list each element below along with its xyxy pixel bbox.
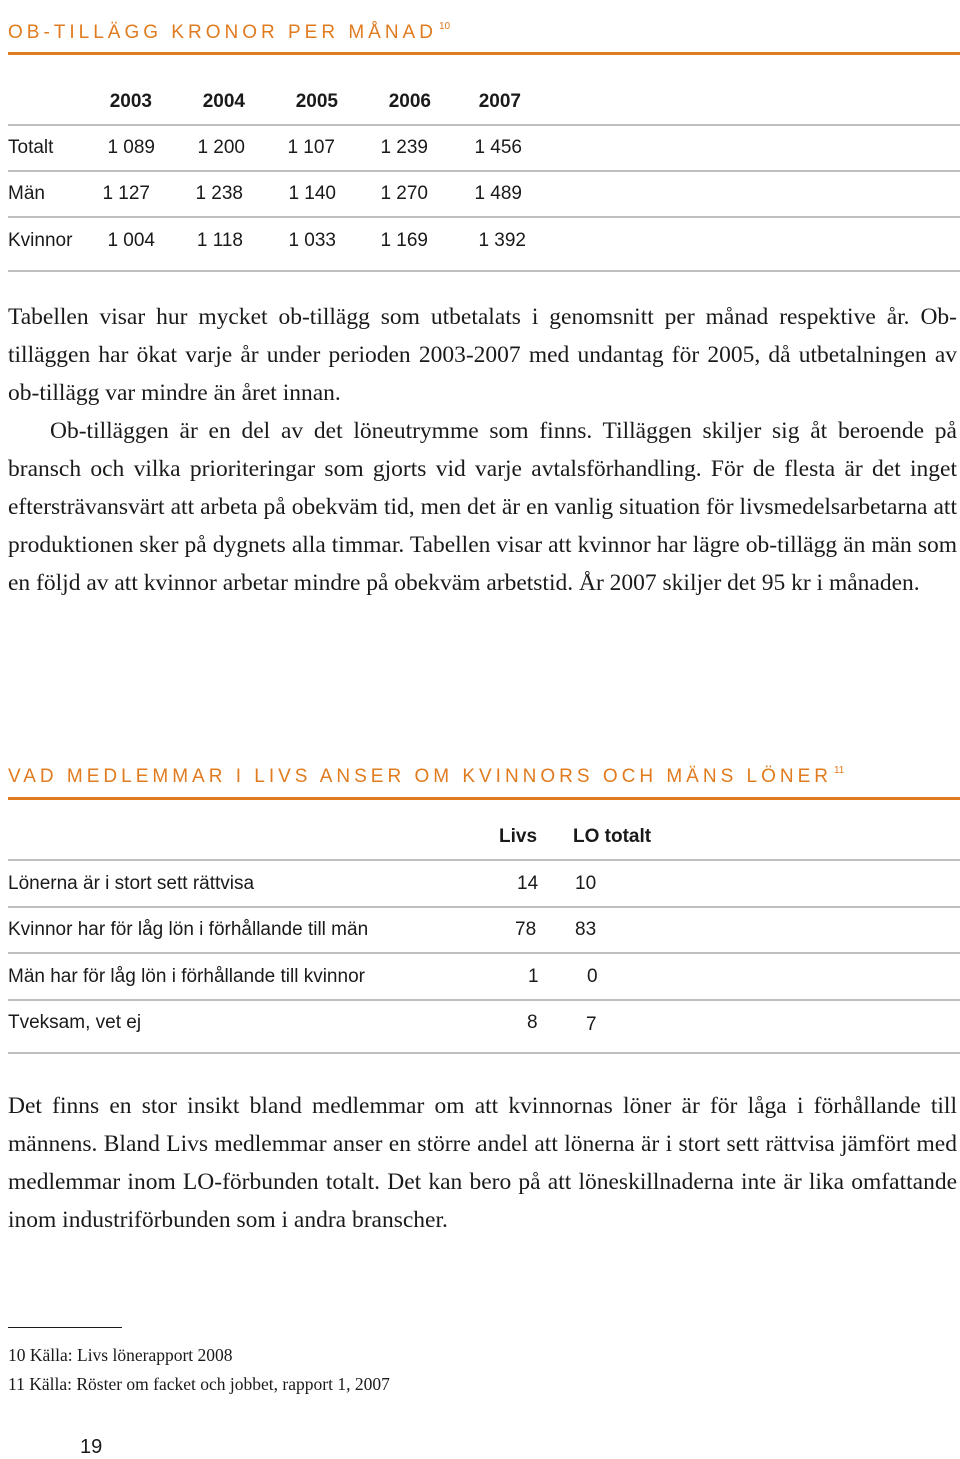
footnote-divider — [8, 1327, 122, 1328]
table-divider — [8, 999, 960, 1001]
table-cell: 1 238 — [195, 183, 243, 204]
table-cell: 14 — [517, 873, 539, 894]
table-cell: 1 107 — [287, 137, 335, 158]
footnote-item: 10 Källa: Livs lönerapport 2008 — [8, 1345, 233, 1365]
footnote-ref: 10 — [438, 21, 451, 32]
row-label: Lönerna är i stort sett rättvisa — [8, 873, 255, 894]
table-divider — [8, 216, 960, 218]
table-divider — [8, 124, 960, 126]
section-title-text: VAD MEDLEMMAR I LIVS ANSER OM KVINNORS OCH MÄNS LÖNER — [8, 766, 832, 787]
page-number: 19 — [80, 1436, 103, 1458]
body-text-ob-tillagg — [8, 298, 957, 602]
table-divider — [8, 170, 960, 172]
table-cell: 1 033 — [288, 230, 336, 251]
section-divider — [8, 797, 960, 800]
section-title-ob-tillagg — [8, 21, 450, 44]
footnotes — [8, 1341, 390, 1399]
body-text-loner — [8, 1087, 957, 1239]
table-cell: 83 — [575, 919, 597, 940]
year-header: 2007 — [478, 91, 521, 112]
table-cell: 1 089 — [107, 137, 155, 158]
section-title-text: OB-TILLÄGG KRONOR PER MÅNAD — [8, 22, 437, 43]
table-cell: 8 — [527, 1012, 538, 1033]
table-cell: 1 127 — [102, 183, 150, 204]
table-cell: 1 140 — [288, 183, 336, 204]
table-divider — [8, 270, 960, 272]
table-cell: 1 118 — [196, 230, 243, 251]
table-divider — [8, 859, 960, 861]
table-cell: 1 — [528, 966, 539, 987]
section-divider — [8, 52, 960, 55]
table-cell: 0 — [587, 966, 598, 987]
table-divider — [8, 906, 960, 908]
footnote-item: 11 Källa: Röster om facket och jobbet, rapport 1, 2007 — [8, 1374, 390, 1394]
column-header: Livs — [499, 826, 538, 847]
paragraph: Ob-tilläggen är en del av det löneutrymme som finns. Tilläggen skiljer sig åt beroende på bransch och vilka prioriteringar som gjorts vid varje avtalsförhandling. För de flesta är det inget eftersträvansvärt att arbeta på obekväm tid, men det är en vanlig situation för livsmedelsarbetarna att produktionen sker på dygnets alla timmar. Tabellen visar att kvinnor har lägre ob-tillägg än män som en följd av att kvinnor arbetar mindre på obekväm arbetstid. År 2007 skiljer det 95 kr i månaden. — [8, 418, 957, 596]
table-cell: 10 — [575, 873, 597, 894]
footnote-ref: 11 — [833, 765, 845, 776]
table-cell: 78 — [515, 919, 537, 940]
row-label: Män — [8, 183, 45, 204]
paragraph: Det finns en stor insikt bland medlemmar om att kvinnornas löner är för låga i förhållande till männens. Bland Livs medlemmar anser en större andel att lönerna är i stort sett rättvisa jämfört med medlemmar inom LO-förbunden totalt. Det kan bero på att löneskillnaderna inte är lika omfattande inom industriförbunden som i andra branscher. — [8, 1093, 957, 1233]
table-divider — [8, 1052, 960, 1054]
table-cell: 1 489 — [474, 183, 522, 204]
year-header: 2004 — [202, 91, 245, 112]
row-label: Tveksam, vet ej — [8, 1012, 142, 1033]
section-title-loner — [8, 765, 844, 788]
row-label: Kvinnor — [8, 230, 73, 251]
year-header: 2003 — [109, 91, 152, 112]
year-header: 2006 — [388, 91, 431, 112]
table-cell: 1 270 — [380, 183, 428, 204]
table-cell: 1 004 — [107, 230, 155, 251]
row-label: Totalt — [8, 137, 54, 158]
column-header: LO totalt — [573, 826, 652, 847]
table-cell: 1 392 — [478, 230, 526, 251]
table-cell: 1 169 — [380, 230, 428, 251]
table-cell: 1 456 — [474, 137, 522, 158]
table-cell: 7 — [586, 1014, 597, 1035]
table-cell: 1 239 — [380, 137, 428, 158]
table-cell: 1 200 — [197, 137, 245, 158]
row-label: Män har för låg lön i förhållande till kvinnor — [8, 966, 365, 987]
year-header: 2005 — [295, 91, 338, 112]
row-label: Kvinnor har för låg lön i förhållande till män — [8, 919, 369, 940]
paragraph: Tabellen visar hur mycket ob-tillägg som utbetalats i genomsnitt per månad respektive år. Ob-tilläggen har ökat varje år under perioden 2003-2007 med undantag för 2005, då utbetalningen av ob-tillägg var mindre än året innan. — [8, 304, 957, 406]
table-divider — [8, 952, 960, 954]
